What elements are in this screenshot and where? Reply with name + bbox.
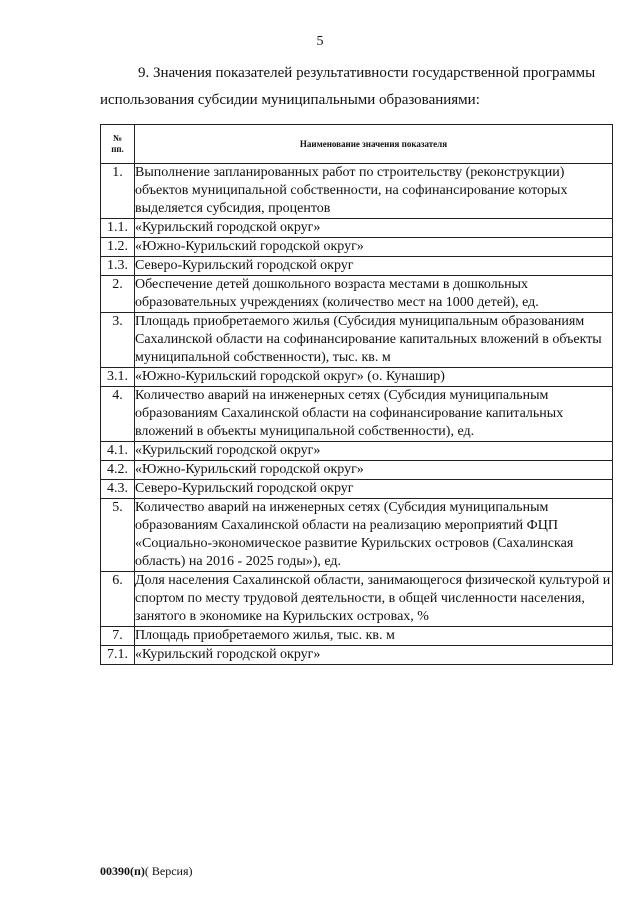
table-row: [101, 313, 613, 368]
row-name: Северо-Курильский городской округ: [135, 257, 613, 276]
document-version: ( Версия): [144, 864, 193, 878]
table-row: [101, 387, 613, 442]
indicators-table: [100, 124, 613, 665]
row-name: Площадь приобретаемого жилья, тыс. кв. м: [135, 627, 613, 646]
row-name: Площадь приобретаемого жилья (Субсидия муниципальным образованиям Сахалинской области на софинансирование капитальных вложений в объекты муниципальной собственности), тыс. кв. м: [135, 313, 613, 368]
row-number: 4.1.: [101, 442, 135, 461]
row-number: 5.: [101, 499, 135, 572]
row-number: 7.: [101, 627, 135, 646]
table-row: [101, 238, 613, 257]
row-name: Выполнение запланированных работ по строительству (реконструкции) объектов муниципальной собственности, на софинансирование которых выделяется субсидия, процентов: [135, 164, 613, 219]
document-code: 00390(п): [100, 864, 145, 878]
table-row: [101, 276, 613, 313]
table-row: [101, 499, 613, 572]
row-number: 7.1.: [101, 646, 135, 665]
page-number: 5: [316, 34, 324, 49]
row-name: «Южно-Курильский городской округ»: [135, 238, 613, 257]
row-number: 4.3.: [101, 480, 135, 499]
header-number: [101, 125, 135, 164]
header-name: Наименование значения показателя: [135, 125, 613, 164]
row-name: Количество аварий на инженерных сетях (Субсидия муниципальным образованиям Сахалинской области на реализацию мероприятий ФЦП «Социально-экономическое развитие Курильских островов (Сахалинская область) на 2016 - 2025 годы»), ед.: [135, 499, 613, 572]
row-number: 2.: [101, 276, 135, 313]
row-name: «Курильский городской округ»: [135, 219, 613, 238]
table-row: [101, 646, 613, 665]
row-number: 4.2.: [101, 461, 135, 480]
row-name: «Курильский городской округ»: [135, 442, 613, 461]
row-name: Количество аварий на инженерных сетях (Субсидия муниципальным образованиям Сахалинской области на софинансирование капитальных вложений в объекты муниципальной собственности), ед.: [135, 387, 613, 442]
table-body: [101, 164, 613, 665]
table-row: [101, 627, 613, 646]
header-number-line-2: пп.: [111, 144, 124, 154]
intro-line-2: использования субсидии муниципальными образованиями:: [100, 92, 480, 108]
table-header-row: [101, 125, 613, 164]
row-number: 1.: [101, 164, 135, 219]
row-number: 1.1.: [101, 219, 135, 238]
table-row: [101, 442, 613, 461]
intro-line-1: 9. Значения показателей результативности государственной программы: [138, 65, 596, 81]
row-number: 1.2.: [101, 238, 135, 257]
row-name: Северо-Курильский городской округ: [135, 480, 613, 499]
row-number: 1.3.: [101, 257, 135, 276]
row-name: «Курильский городской округ»: [135, 646, 613, 665]
row-number: 3.1.: [101, 368, 135, 387]
table-row: [101, 368, 613, 387]
table-row: [101, 461, 613, 480]
document-footer: [100, 864, 193, 879]
table-row: [101, 257, 613, 276]
row-number: 3.: [101, 313, 135, 368]
table-row: [101, 480, 613, 499]
row-number: 4.: [101, 387, 135, 442]
header-number-line-1: №: [112, 133, 123, 143]
table-row: [101, 219, 613, 238]
row-number: 6.: [101, 572, 135, 627]
table-row: [101, 572, 613, 627]
row-name: «Южно-Курильский городской округ»: [135, 461, 613, 480]
row-name: Доля населения Сахалинской области, занимающегося физической культурой и спортом по месту трудовой деятельности, в общей численности населения, занятого в экономике на Курильских островах, %: [135, 572, 613, 627]
row-name: Обеспечение детей дошкольного возраста местами в дошкольных образовательных учреждениях (количество мест на 1000 детей), ед.: [135, 276, 613, 313]
table-row: [101, 164, 613, 219]
section-intro: [100, 60, 620, 114]
row-name: «Южно-Курильский городской округ» (о. Кунашир): [135, 368, 613, 387]
